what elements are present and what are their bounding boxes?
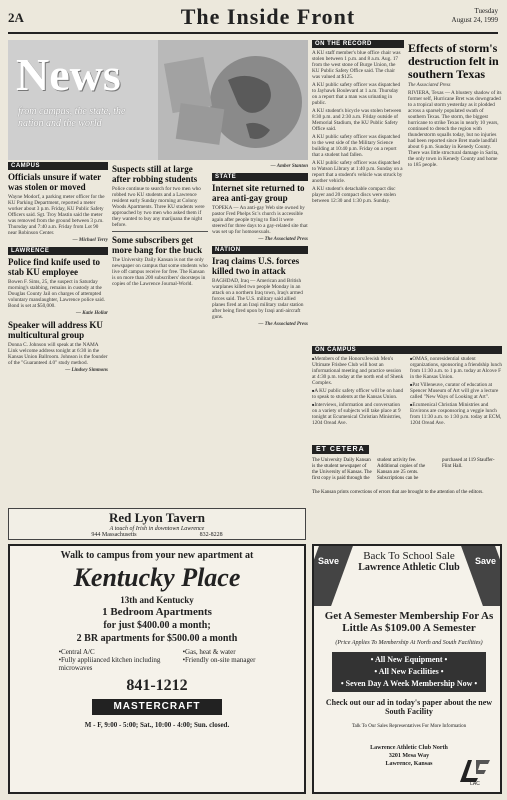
list-item: ■ Members of the Honors/Jewish Men's Ultimate Frisbee Club will host an informational meeting and practice session at 4:30 p.m. today at the north end of Shenk Complex. <box>312 356 404 386</box>
column-state-nation <box>212 162 308 506</box>
list-item: ■ OMAS, nonresidential student organizations, sponsoring a friendship lunch from 11:30 a.m. to 1 p.m. today at Alcove F in the Kansas Union. <box>410 356 502 380</box>
ad-lac-features: • All New Equipment • • All New Facilities • • Seven Day A Week Membership Now • <box>332 652 486 692</box>
ad-kp-price1: for just $400.00 a month; <box>103 620 211 631</box>
ad-lac-save-left: Save <box>318 556 340 566</box>
byline-knife-found: — Katie Hollar <box>76 311 108 316</box>
ad-lac-header <box>348 550 470 573</box>
et-cetera <box>312 438 502 495</box>
news-banner-subtitle: from campus, the state, the nation and the world <box>18 106 126 129</box>
ad-kp-location: 13th and Kentucky <box>120 595 194 605</box>
story-water-stolen: Wayne Modorf, a parking meter officer for the KU Parking Department, reported a meter worker about 3 p.m. Friday, KU Public Safety Officers said. Sgt. Troy Mastin said the meter was removed from the ground between 3 p.m. Thursday and 7:40 a.m. Friday from Lot 90 near Robinson Center. <box>8 194 105 236</box>
ad-lac-talk: Talk To Our Sales Representatives For More Information <box>351 724 467 729</box>
list-item: ■ Ecumenical Christian Ministries and Environs are cosponsoring a veggie lunch from 11:30 a.m. to 1:30 p.m. today at ECM, 1204 Oread Ave. <box>410 402 502 426</box>
ad-red-lyon-tagline: A touch of Irish in downtown Lawrence <box>109 526 205 532</box>
ad-kp-phone: 841-1212 <box>126 677 188 694</box>
page-number: 2A <box>8 10 24 25</box>
headline-speaker: Speaker will address KU multicultural group <box>8 320 103 340</box>
ad-red-lyon-name: Red Lyon Tavern <box>108 510 206 525</box>
record-item: A KU staff member's blue office chair was stolen between 1 p.m. and 8 a.m. Aug. 17 from the west stone of Burge Union, the KU Public Safety Office said. The chair was valued at $125. <box>312 50 401 80</box>
ad-kp-feature: •Gas, heat & water <box>182 648 236 656</box>
ad-kp-hours: M - F, 9:00 - 5:00; Sat., 10:00 - 4:00; Sun. closed. <box>84 721 230 729</box>
record-item: A KU public safety officer was dispatched to Jayhawk Boulevard at 1 a.m. Thursday on a report that a man was urinating in public. <box>312 82 401 106</box>
ad-kp-features <box>10 648 304 672</box>
headline-suspects: Suspects still at large after robbing students <box>112 164 198 184</box>
list-item: ■ Interviews, information and conversation on a variety of subjects will take place at 9 tonight at Ecumenical Christian Ministries, 1204 Oread Ave. <box>312 402 404 426</box>
et-cetera-text: The University Daily Kansan is the student newspaper of the University of Kansas. The first copy is paid through the student activity fee. Additional copies of the Kansan are 25 cents. Subscriptions can be purchased at 119 Stauffer-Flint Hall. <box>312 458 495 481</box>
divider <box>112 231 208 232</box>
svg-text:LAC: LAC <box>470 781 480 786</box>
on-campus-list <box>312 356 502 428</box>
on-the-record <box>312 40 404 342</box>
ad-kp-feature: •Central A/C <box>58 648 95 656</box>
story-speaker: Donna C. Johnson will speak at the NAMA Link welcome address tonight at 6:30 in the Kansas Union Ballroom. Johnson is the founder of the "Guaranteed 4.0" study method. <box>8 342 108 366</box>
ad-red-lyon-tavern <box>8 508 306 540</box>
headline-water-stolen: Officials unsure if water was stolen or moved <box>8 172 101 192</box>
ad-lac-check-out: Check out our ad in today's paper about the new South Facility <box>325 698 493 716</box>
byline-iraq: — The Associated Press <box>258 322 308 327</box>
byline-speaker: — Lindsey Simmons <box>65 368 108 373</box>
byline-internet-site: — The Associated Press <box>258 237 308 242</box>
ad-lawrence-athletic-club <box>312 544 502 794</box>
ad-lac-corner-stripe <box>312 546 353 606</box>
record-item: A KU student's bicycle was stolen between 8:30 p.m. and 2:30 a.m. Friday outside of Memorial Stadium, the KU Public Safety Office said. <box>312 108 402 132</box>
headline-internet-site: Internet site returned to area anti-gay group <box>212 183 305 203</box>
ad-kentucky-place <box>8 544 306 794</box>
section-title: The Inside Front <box>180 4 356 29</box>
ad-kp-intro: Walk to campus from your new apartment at <box>60 550 254 561</box>
byline-water-stolen: — Michael Terry <box>72 238 108 243</box>
headline-knife-found: Police find knife used to stab KU employee <box>8 257 101 277</box>
story-iraq: BAGHDAD, Iraq — American and British warplanes killed two people Monday in an attack on a northern Iraq town, Iraq's armed forces said. The U.S. military said allied planes fired at an Iraqi military radar station after being fired upon by Iraqi anti-aircraft guns. <box>212 278 304 320</box>
headline-storm: Effects of storm's destruction felt in southern Texas <box>408 41 499 81</box>
ad-lac-save-right: Save <box>474 556 496 566</box>
story-knife-found: Bowen F. Sims, 25, the suspect in Saturday morning's stabbing, remains in custody at the Douglas County Jail on charges of attempted voluntary manslaughter, Lawrence police said. Bond is set at $50,000. <box>8 279 105 309</box>
news-banner-illustration <box>158 40 308 160</box>
ad-kp-unit2: 2 BR apartments for $500.00 a month <box>76 633 238 644</box>
ad-lac-address: Lawrence Athletic Club North 3201 Mesa Way Lawrence, Kansas <box>370 745 448 767</box>
story-suspects: Police continue to search for two men who robbed two KU students and a Lawrence resident early Sunday morning at Colony Woods Apartments. Three KU students were approached by two men who asked them if they wanted to buy any marijuana the night before. <box>112 186 205 228</box>
story-subscribers: The University Daily Kansan is not the only newspaper on campus that some students who live off campus receive for free. The Kansan is on more than 200 subscribers' doorsteps in copies of the Lawrence Journal-World. <box>112 257 208 287</box>
ad-lac-sale-title: Back To School Sale <box>363 550 455 562</box>
issue-date: Tuesday August 24, 1999 <box>451 7 498 24</box>
ad-lac-fineprint: (Price Applies To Membership At North and South Facilities) <box>335 640 483 646</box>
record-item: A KU student's detachable compact disc player and 20 compact discs were stolen between 12:30 and 1:30 p.m. Sunday. <box>312 186 396 204</box>
on-campus <box>312 346 502 434</box>
section-label-lawrence: LAWRENCE <box>8 247 108 255</box>
column-campus-lawrence <box>8 162 108 506</box>
section-label-et-cetera: ET CETERA <box>312 445 369 454</box>
section-label-on-the-record: ON THE RECORD <box>312 40 404 48</box>
story-internet-site: TOPEKA — An anti-gay Web site owned by pastor Fred Phelps Sr.'s church is accessible again after people trying to find it were steered for three days to a gay-related site that was set up for homosexuals. <box>212 205 308 235</box>
ad-kp-logo: MASTERCRAFT <box>92 699 222 715</box>
record-item: A KU public safety officer was dispatched to Watson Library at 1:40 p.m. Sunday on a report that a student's vehicle was struck by another vehicle. <box>312 160 403 184</box>
lac-logo-icon <box>458 756 492 786</box>
storm-story <box>408 40 502 342</box>
list-item: ■ Pat Villeneuve, curator of education at Spencer Museum of Art will give a lecture called "New Ways of Looking at Art". <box>410 382 502 400</box>
record-item: A KU public safety officer was dispatched to the west side of the Military Science building at 10:40 p.m. Friday on a report that a student had fallen. <box>312 134 401 158</box>
ad-kp-feature: •Fully appliianced kitchen including microwaves <box>58 656 161 672</box>
credit-storm: The Associated Press <box>408 83 451 88</box>
ad-kp-feature: •Friendly on-site manager <box>182 656 256 664</box>
section-label-state: STATE <box>212 173 308 181</box>
news-banner <box>8 40 158 160</box>
headline-iraq: Iraq claims U.S. forces killed two in attack <box>212 256 300 276</box>
section-label-on-campus: ON CAMPUS <box>312 346 502 354</box>
story-storm: RIVIERA, Texas — A blustery shadow of its former self, Hurricane Bret was downgraded to a tropical storm yesterday as it plodded across a sparsely populated swath of southern Texas. The storm, the biggest hurricane to strike Texas in nearly 10 years, continued to drench the region with thunderstorm squalls today, but no injuries had been reported since Bret made landfall about 6 p.m. Sunday in Kenedy County. There was little structural damage in Sarita, the only town in Kenedy County and home to 185 people. <box>408 90 502 168</box>
ad-lac-offer: Get A Semester Membership For As Little As $109.00 A Semester <box>324 610 494 634</box>
column-suspects <box>112 162 208 506</box>
list-item: ■ A KU public safety officer will be on hand to speak to students at the Kansas Union. <box>312 388 404 400</box>
news-banner-title: News <box>16 49 121 100</box>
ad-kp-unit1: 1 Bedroom Apartments <box>102 606 212 618</box>
section-label-nation: NATION <box>212 246 308 254</box>
headline-subscribers: Some subscribers get more bang for the buck <box>112 235 203 255</box>
masthead <box>8 4 498 34</box>
et-cetera-note: The Kansan prints corrections of errors that are brought to the attention of the editors. <box>312 490 484 495</box>
ad-kp-name: Kentucky Place <box>73 563 241 592</box>
section-label-campus: CAMPUS <box>8 162 108 170</box>
world-globe-illustration <box>158 40 308 160</box>
ad-red-lyon-contact: 944 Massachusetts 832-8228 <box>91 532 223 538</box>
ad-lac-club-name: Lawrence Athletic Club <box>358 562 460 573</box>
byline-suspects: — Amber Stanton <box>270 164 308 169</box>
